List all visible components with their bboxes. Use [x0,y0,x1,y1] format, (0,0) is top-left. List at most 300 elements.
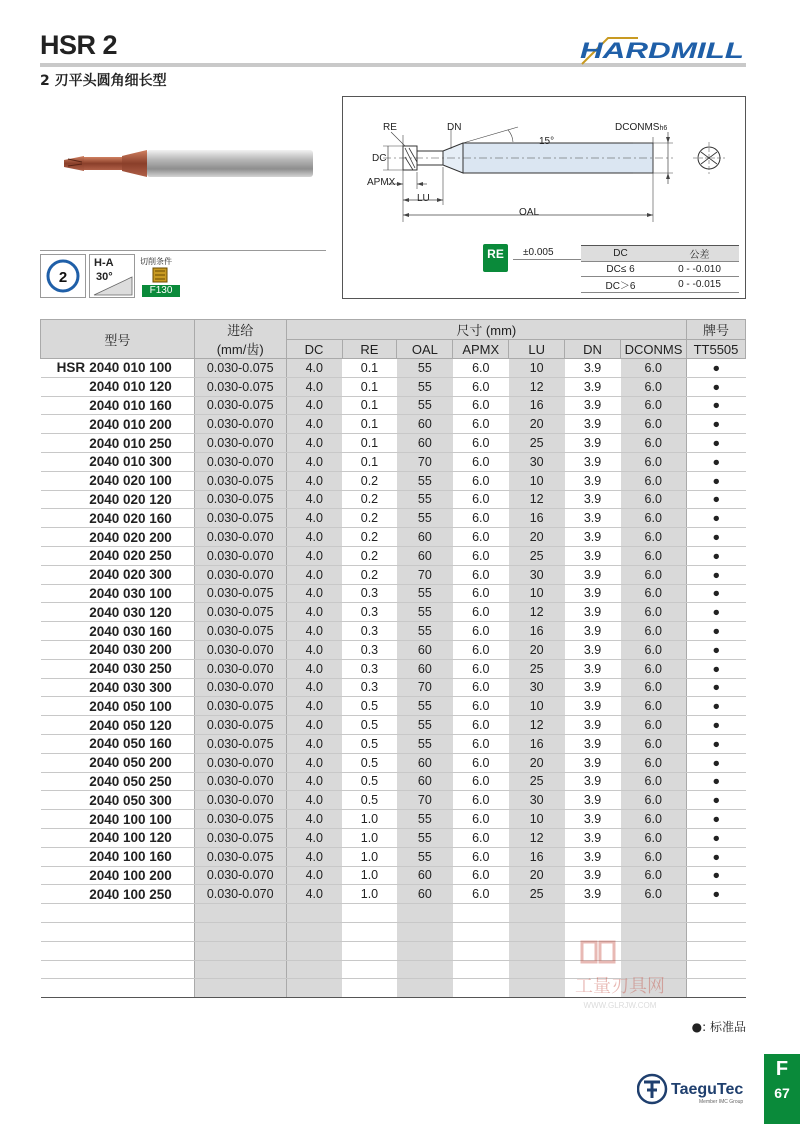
tool-photo [62,140,317,182]
dim-cell: 4.0 [286,509,342,528]
dim-cell: 6.0 [453,622,509,641]
dim-cell: 6.0 [453,359,509,378]
dim-cell: 6.0 [453,810,509,829]
empty-cell [194,979,286,998]
feed-cell: 0.030-0.075 [194,490,286,509]
dim-cell: 3.9 [565,828,621,847]
dim-cell: 25 [509,659,565,678]
dim-cell: 6.0 [453,565,509,584]
dim-cell: 60 [397,659,453,678]
grade-cell: ● [686,509,745,528]
dim-cell: 4.0 [286,359,342,378]
hardmill-logo [578,34,748,66]
dim-cell: 55 [397,847,453,866]
empty-cell [565,904,621,923]
feed-cell: 0.030-0.075 [194,359,286,378]
re-tolerance: ±0.005 [523,247,554,258]
label-dc: DC [372,153,387,164]
dim-cell: 0.1 [342,415,397,434]
empty-cell [397,904,453,923]
feed-cell: 0.030-0.075 [194,716,286,735]
flute-count: 2 [58,269,68,286]
brand-text: HARDMILL [580,38,744,63]
empty-cell [286,941,342,960]
helix-label: H-A [94,257,114,269]
model-cell: 2040 100 120 [41,828,195,847]
dim-cell: 0.3 [342,584,397,603]
empty-cell [342,960,397,979]
header-model: 型号 [41,320,195,359]
header-grade: 牌号 [686,320,745,340]
feed-cell: 0.030-0.075 [194,734,286,753]
table-row [41,434,746,453]
empty-cell [453,904,509,923]
feed-cell: 0.030-0.070 [194,885,286,904]
dim-cell: 20 [509,640,565,659]
dim-cell: 60 [397,640,453,659]
model-cell: 2040 020 120 [41,490,195,509]
table-row [41,490,746,509]
spec-icons [40,254,200,300]
col-header: RE [342,340,397,359]
cutter-icon [150,267,170,283]
dim-cell: 4.0 [286,377,342,396]
dim-cell: 6.0 [621,828,687,847]
empty-cell [342,922,397,941]
dim-cell: 4.0 [286,490,342,509]
dim-cell: 4.0 [286,791,342,810]
dim-cell: 6.0 [621,471,687,490]
dim-cell: 25 [509,772,565,791]
feed-cell: 0.030-0.070 [194,866,286,885]
dim-cell: 0.5 [342,753,397,772]
grade-cell: ● [686,490,745,509]
dim-cell: 55 [397,810,453,829]
dim-cell: 6.0 [621,396,687,415]
model-cell: 2040 010 250 [41,434,195,453]
grade-cell: ● [686,584,745,603]
dim-cell: 3.9 [565,791,621,810]
feed-cell: 0.030-0.070 [194,791,286,810]
dim-cell: 3.9 [565,584,621,603]
empty-cell [286,904,342,923]
dim-cell: 70 [397,678,453,697]
dim-cell: 6.0 [621,847,687,866]
dim-cell: 0.1 [342,452,397,471]
dim-cell: 60 [397,885,453,904]
grade-cell: ● [686,359,745,378]
empty-cell [342,979,397,998]
dim-cell: 3.9 [565,885,621,904]
header-dimensions: 尺寸 (mm) [286,320,686,340]
dim-cell: 0.2 [342,471,397,490]
feed-cell: 0.030-0.075 [194,847,286,866]
dim-cell: 1.0 [342,885,397,904]
table-row [41,546,746,565]
dim-cell: 0.5 [342,716,397,735]
dim-cell: 0.2 [342,509,397,528]
dim-cell: 3.9 [565,528,621,547]
empty-cell [194,941,286,960]
grade-cell: ● [686,678,745,697]
dim-cell: 60 [397,528,453,547]
dim-cell: 0.5 [342,772,397,791]
dim-cell: 6.0 [453,490,509,509]
empty-cell [194,904,286,923]
dim-cell: 3.9 [565,490,621,509]
dim-cell: 6.0 [621,678,687,697]
dim-cell: 0.2 [342,490,397,509]
col-header: OAL [397,340,453,359]
dim-cell: 3.9 [565,603,621,622]
dim-cell: 6.0 [453,415,509,434]
dim-cell: 3.9 [565,678,621,697]
grade-cell: ● [686,415,745,434]
model-cell: 2040 100 160 [41,847,195,866]
tol-cell: DC≤ 6 [581,262,660,277]
col-header: DCONMS [621,340,687,359]
label-oal: OAL [519,207,540,218]
dim-cell: 1.0 [342,810,397,829]
table-row [41,885,746,904]
dim-cell: 55 [397,490,453,509]
dim-cell: 6.0 [453,509,509,528]
table-row [41,847,746,866]
section-tab[interactable] [764,1054,800,1124]
dim-cell: 12 [509,716,565,735]
dim-cell: 3.9 [565,377,621,396]
grade-cell: ● [686,640,745,659]
watermark-text: 工量刃具网 [575,976,665,997]
dim-cell: 4.0 [286,546,342,565]
dim-cell: 25 [509,434,565,453]
dim-cell: 6.0 [621,528,687,547]
dim-cell: 6.0 [453,828,509,847]
empty-cell [509,922,565,941]
watermark-url: WWW.GLRJW.COM [583,1001,657,1010]
dim-cell: 4.0 [286,866,342,885]
dim-cell: 6.0 [453,772,509,791]
feed-cell: 0.030-0.070 [194,452,286,471]
feed-cell: 0.030-0.070 [194,546,286,565]
dim-cell: 3.9 [565,716,621,735]
table-row [41,377,746,396]
dim-cell: 6.0 [621,584,687,603]
dim-cell: 3.9 [565,415,621,434]
dim-cell: 0.3 [342,659,397,678]
dim-cell: 6.0 [621,377,687,396]
dim-cell: 12 [509,377,565,396]
label-re: RE [383,122,397,133]
footnote: ●: 标准品 [691,1020,746,1034]
dim-cell: 3.9 [565,434,621,453]
dim-cell: 6.0 [453,584,509,603]
dim-cell: 0.5 [342,791,397,810]
section-letter: F [775,1058,789,1080]
col-header: DN [565,340,621,359]
dim-cell: 0.1 [342,359,397,378]
label-dn: DN [447,122,462,133]
dim-cell: 3.9 [565,659,621,678]
table-row [41,828,746,847]
table-row [41,810,746,829]
feed-cell: 0.030-0.070 [194,434,286,453]
table-row [41,791,746,810]
dim-cell: 6.0 [621,772,687,791]
table-row [41,678,746,697]
dim-cell: 0.1 [342,434,397,453]
grade-cell: ● [686,791,745,810]
dim-cell: 60 [397,866,453,885]
dim-cell: 6.0 [453,659,509,678]
dim-cell: 20 [509,528,565,547]
model-cell: 2040 030 200 [41,640,195,659]
dim-cell: 4.0 [286,885,342,904]
dim-cell: 4.0 [286,697,342,716]
empty-cell [342,904,397,923]
grade-cell: ● [686,528,745,547]
dim-cell: 4.0 [286,396,342,415]
model-cell: 2040 050 120 [41,716,195,735]
dim-cell: 55 [397,359,453,378]
feed-cell: 0.030-0.075 [194,810,286,829]
empty-row [41,904,746,923]
tolerance-table [581,245,739,307]
dim-cell: 3.9 [565,772,621,791]
empty-cell [686,922,745,941]
grade-cell: ● [686,885,745,904]
feed-cell: 0.030-0.070 [194,565,286,584]
model-cell: 2040 010 300 [41,452,195,471]
feed-cell: 0.030-0.075 [194,622,286,641]
dim-cell: 6.0 [621,509,687,528]
empty-cell [397,960,453,979]
dim-cell: 6.0 [621,565,687,584]
re-tol-rule [513,259,581,260]
empty-cell [621,922,687,941]
dim-cell: 6.0 [621,359,687,378]
grade-cell: ● [686,565,745,584]
empty-cell [397,922,453,941]
empty-cell [621,904,687,923]
empty-cell [453,941,509,960]
dim-cell: 55 [397,377,453,396]
dim-cell: 55 [397,584,453,603]
cond-label: 切削条件 [140,257,172,266]
table-row [41,528,746,547]
dim-cell: 6.0 [453,452,509,471]
tol-header: DC [581,246,660,262]
empty-cell [453,922,509,941]
feed-cell: 0.030-0.070 [194,753,286,772]
empty-cell [342,941,397,960]
dim-cell: 4.0 [286,452,342,471]
table-row [41,603,746,622]
tol-cell: DC＞6 [581,277,660,293]
dim-cell: 4.0 [286,716,342,735]
empty-cell [686,904,745,923]
product-table [40,319,746,998]
dim-cell: 4.0 [286,603,342,622]
dim-cell: 3.9 [565,734,621,753]
dim-cell: 16 [509,396,565,415]
grade-cell: ● [686,772,745,791]
company-name: TaeguTec [671,1081,744,1098]
grade-cell: ● [686,697,745,716]
dim-cell: 70 [397,791,453,810]
dim-cell: 10 [509,697,565,716]
table-row [41,509,746,528]
empty-cell [453,979,509,998]
dim-cell: 3.9 [565,753,621,772]
table-row [41,734,746,753]
model-cell: 2040 050 250 [41,772,195,791]
dim-cell: 60 [397,434,453,453]
dim-cell: 16 [509,509,565,528]
dim-cell: 6.0 [453,471,509,490]
header-feed-unit: (mm/齿) [216,342,264,357]
tol-cell: 0 - -0.010 [660,262,739,277]
dim-cell: 3.9 [565,359,621,378]
dim-cell: 6.0 [453,603,509,622]
dim-cell: 16 [509,622,565,641]
dim-cell: 0.2 [342,565,397,584]
cutting-conditions-icon[interactable] [138,254,184,298]
dim-cell: 55 [397,396,453,415]
dim-cell: 3.9 [565,509,621,528]
dim-cell: 6.0 [621,810,687,829]
dim-cell: 0.1 [342,396,397,415]
dim-cell: 12 [509,603,565,622]
cond-code: F130 [142,285,180,297]
dim-cell: 4.0 [286,772,342,791]
dim-cell: 4.0 [286,753,342,772]
header-feed: 进给 (mm/齿) [194,320,286,359]
dim-cell: 16 [509,734,565,753]
model-cell: 2040 010 160 [41,396,195,415]
feed-cell: 0.030-0.075 [194,584,286,603]
dim-cell: 6.0 [621,490,687,509]
dim-cell: 6.0 [453,734,509,753]
dim-cell: 6.0 [621,866,687,885]
dim-cell: 1.0 [342,828,397,847]
col-header: LU [509,340,565,359]
model-cell: HSR 2040 010 100 [41,359,195,378]
grade-cell: ● [686,847,745,866]
dim-cell: 4.0 [286,434,342,453]
dim-cell: 25 [509,885,565,904]
empty-cell [41,922,195,941]
dim-cell: 6.0 [621,452,687,471]
feed-cell: 0.030-0.070 [194,528,286,547]
dim-cell: 4.0 [286,847,342,866]
empty-cell [194,960,286,979]
grade-cell: ● [686,753,745,772]
dim-cell: 4.0 [286,734,342,753]
empty-cell [41,979,195,998]
dim-cell: 6.0 [453,640,509,659]
dim-cell: 55 [397,471,453,490]
dim-cell: 0.5 [342,697,397,716]
col-header: TT5505 [686,340,745,359]
dim-cell: 4.0 [286,471,342,490]
label-dconms-tolerance: h6 [659,125,668,132]
dim-cell: 55 [397,716,453,735]
dim-cell: 55 [397,734,453,753]
table-row [41,697,746,716]
dim-cell: 3.9 [565,565,621,584]
table-row [41,565,746,584]
feed-cell: 0.030-0.075 [194,697,286,716]
grade-cell: ● [686,452,745,471]
dim-cell: 3.9 [565,697,621,716]
model-cell: 2040 030 250 [41,659,195,678]
dim-cell: 3.9 [565,546,621,565]
col-header: APMX [453,340,509,359]
dim-cell: 10 [509,359,565,378]
dim-cell: 60 [397,415,453,434]
model-cell: 2040 030 120 [41,603,195,622]
model-cell: 2040 100 100 [41,810,195,829]
grade-cell: ● [686,377,745,396]
model-cell: 2040 010 200 [41,415,195,434]
watermark-logo [540,940,700,1015]
dim-cell: 6.0 [621,659,687,678]
feed-cell: 0.030-0.075 [194,471,286,490]
model-cell: 2040 050 200 [41,753,195,772]
dim-cell: 3.9 [565,810,621,829]
feed-cell: 0.030-0.075 [194,377,286,396]
grade-cell: ● [686,828,745,847]
helix-angle: 30° [96,271,113,283]
dim-cell: 0.5 [342,734,397,753]
dim-cell: 3.9 [565,866,621,885]
empty-cell [565,922,621,941]
dim-cell: 6.0 [621,622,687,641]
dim-cell: 25 [509,546,565,565]
model-cell: 2040 020 300 [41,565,195,584]
dim-cell: 1.0 [342,866,397,885]
feed-cell: 0.030-0.075 [194,603,286,622]
dim-cell: 70 [397,565,453,584]
model-cell: 2040 050 100 [41,697,195,716]
dim-cell: 4.0 [286,810,342,829]
label-dconms: DCONMSh6 [615,122,668,133]
grade-cell: ● [686,622,745,641]
dim-cell: 6.0 [621,734,687,753]
feed-cell: 0.030-0.070 [194,640,286,659]
dim-cell: 6.0 [453,791,509,810]
grade-cell: ● [686,866,745,885]
table-row [41,640,746,659]
dim-cell: 4.0 [286,828,342,847]
grade-cell: ● [686,546,745,565]
dim-cell: 20 [509,866,565,885]
grade-cell: ● [686,716,745,735]
table-row [41,659,746,678]
dim-cell: 3.9 [565,847,621,866]
dim-cell: 6.0 [453,528,509,547]
empty-cell [41,941,195,960]
dim-cell: 6.0 [621,697,687,716]
dim-cell: 60 [397,772,453,791]
dim-cell: 55 [397,509,453,528]
model-cell: 2040 100 250 [41,885,195,904]
empty-cell [194,922,286,941]
model-cell: 2040 020 250 [41,546,195,565]
grade-cell: ● [686,659,745,678]
photo-rule [40,250,326,251]
